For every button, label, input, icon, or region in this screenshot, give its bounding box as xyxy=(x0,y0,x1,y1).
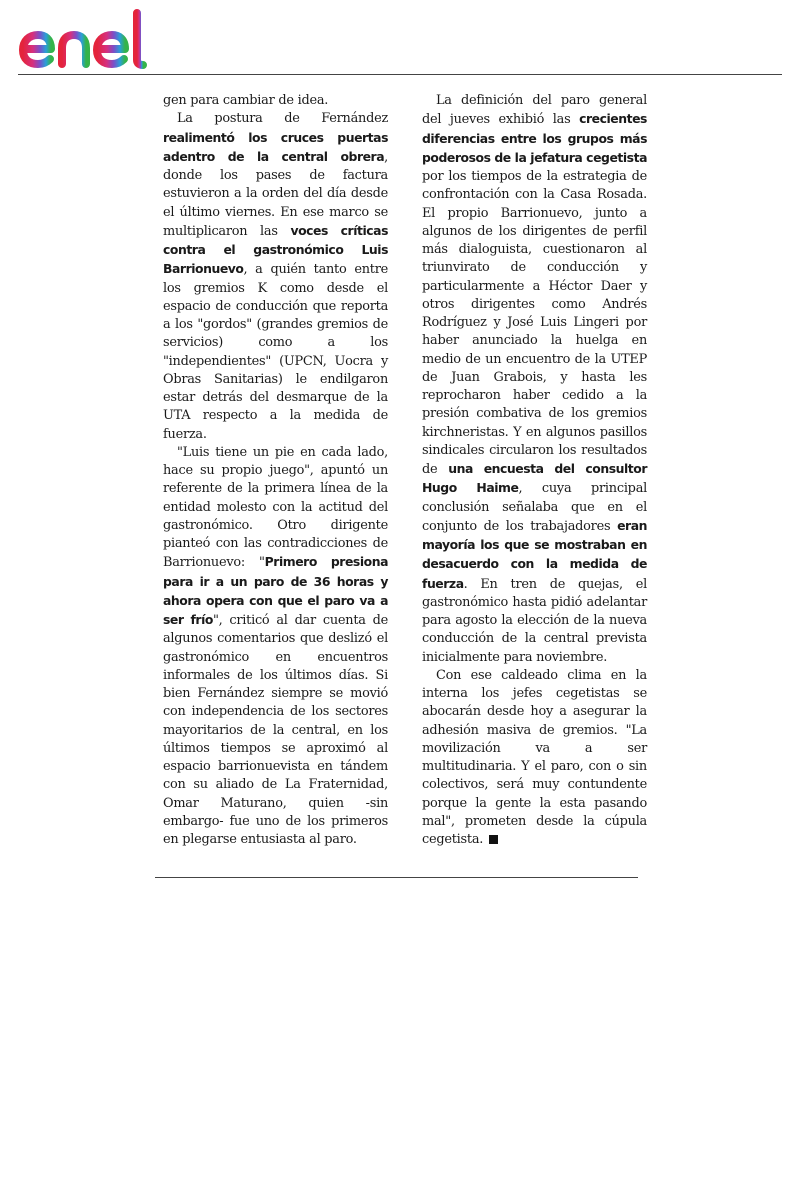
highlighted-text: una encuesta del consultor Hugo Haime xyxy=(422,461,647,496)
end-of-article-mark xyxy=(489,835,498,844)
header-divider xyxy=(18,74,782,75)
article-column-left xyxy=(163,92,388,849)
footer-divider xyxy=(155,877,638,878)
enel-logo xyxy=(18,8,170,70)
highlighted-text: eran mayoría los que se mostraban en desacuerdo con la medida de fuerza xyxy=(422,517,647,591)
highlighted-text: Primero presiona para ir a un paro de 36 horas y ahora opera con que el paro va a ser frío xyxy=(163,554,388,627)
paragraph-text: , cuya principal conclusión señalaba que en el conjunto de los trabajadores xyxy=(422,481,647,534)
paragraph-text: Con ese caldeado clima en la interna los jefes cegetistas se abocarán desde hoy a asegurar la adhesión masiva de gremios. "La movilización va a ser multitudinaria. Y el paro, con o sin colectivos, será muy contundente porque la gente la esta pasando mal", prometen desde la cúpula cegetista. xyxy=(422,667,647,847)
highlighted-text: realimentó los cruces puertas adentro de la central obrera xyxy=(163,129,388,164)
highlighted-text: voces críticas contra el gastronómico Luis Barrionuevo xyxy=(163,222,388,277)
article-paragraph xyxy=(163,92,388,110)
paragraph-text: , a quién tanto entre los gremios K como desde el espacio de conducción que reporta a los "gordos" (grandes gremios de servicios) como a los "independientes" (UPCN, Uocra y Obras Sanitarias) le endilgaron estar detrás del desmarque de la UTA respecto a la medida de fuerza. xyxy=(163,262,388,442)
paragraph-text: "Luis tiene un pie en cada lado, hace su propio juego", apuntó un referente de la primera línea de la entidad molesto con la actitud del gastronómico. Otro dirigente pianteó con las contradicciones de Barrionuevo: " xyxy=(163,444,388,571)
article-paragraph xyxy=(422,667,647,850)
highlighted-text: crecientes diferencias entre los grupos más poderosos de la jefatura cegetista xyxy=(422,111,647,165)
paragraph-text: . En tren de quejas, el gastronómico hasta pidió adelantar para agosto la elección de la nueva conducción de la central prevista inicialmente para noviembre. xyxy=(422,576,647,665)
paragraph-text: gen para cambiar de idea. xyxy=(163,93,329,108)
paragraph-text: La definición del paro general del jueves exhibió las xyxy=(422,93,647,128)
paragraph-text: La postura de Fernández xyxy=(177,111,388,127)
paragraph-text: por los tiempos de la estrategia de confrontación con la Casa Rosada. El propio Barrionuevo, junto a algunos de los dirigentes de perfil más dialoguista, cuestionaron al triunvirato de conducción y particularmente a Héctor Daer y otros dirigentes como Andrés Rodríguez y José Luis Lingeri por haber anunciado la huelga en medio de un encuentro de la UTEP de Juan Grabois, y hasta les reprocharon haber cedido a la presión combativa de los gremios kirchneristas. Y en algunos pasillos sindicales circularon los resultados de xyxy=(422,169,647,477)
enel-logo-icon xyxy=(18,8,170,70)
article-column-right xyxy=(422,92,647,849)
article-paragraph xyxy=(163,110,388,444)
article-paragraph xyxy=(163,444,388,850)
paragraph-text: ", criticó al dar cuenta de algunos comentarios que deslizó el gastronómico en encuentros informales de los últimos días. Si bien Fernández siempre se movió con independencia de los sectores mayoritarios de la central, en los últimos tiempos se aproximó al espacio barrionuevista en tándem con su aliado de La Fraternidad, Omar Maturano, quien -sin embargo- fue uno de los primeros en plegarse entusiasta al paro. xyxy=(163,613,388,847)
article-paragraph xyxy=(422,92,647,667)
paragraph-text: , donde los pases de factura estuvieron a la orden del día desde el último viernes. En ese marco se multiplicaron las xyxy=(163,149,388,239)
